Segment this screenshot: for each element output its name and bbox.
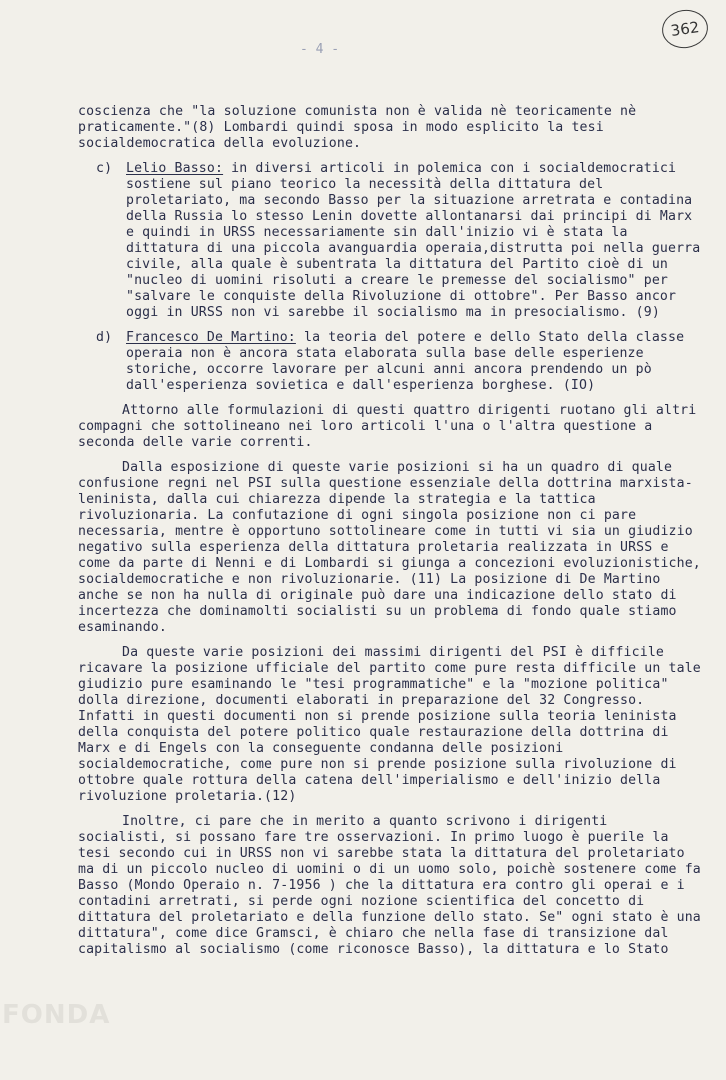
archive-stamp: 362 — [660, 7, 711, 51]
archive-watermark: FONDA — [2, 1000, 111, 1030]
item-d-text: la teoria del potere e dello Stato della classe operaia non è ancora stata elaborata sulla base delle esperienze storiche, occorre lavorare per alcuni anni ancora prendendo un pò dall'esperienza sovietica e dall'esperienza borghese. (IO) — [126, 330, 685, 393]
item-c — [78, 161, 704, 321]
item-d-label: d) — [96, 330, 113, 345]
paragraph-4: Da queste varie posizioni dei massimi dirigenti del PSI è difficile ricavare la posizione ufficiale del partito come pure resta difficile un tale giudizio pure esaminando le "tesi programmatiche" e la "mozione politica" dolla direzione, documenti elaborati in preparazione del 32 Congresso. Infatti in questi documenti non si prende posizione sulla teoria leninista della conquista del potere politico quale restaurazione della dottrina di Marx e di Engels con la conseguente condanna delle posizioni socialdemocratiche, come pure non si prende posizione sulla rivoluzione di ottobre quale rottura della catena dell'imperialismo e dell'inizio della rivoluzione proletaria.(12) — [78, 645, 701, 804]
paragraph-5: Inoltre, ci pare che in merito a quanto scrivono i dirigenti socialisti, si possano fare tre osservazioni. In primo luogo è puerile la tesi secondo cui in URSS non vi sarebbe stata la dittatura del proletariato ma di un piccolo nucleo di uomini o di un uomo solo, poichè sostenere come fa Basso (Mondo Operaio n. 7-1956 ) che la dittatura era contro gli operai e i contadini arretrati, si perde ogni nozione scientifica del concetto di dittatura del proletariato e della funzione dello stato. Se" ogni stato è una dittatura", come dice Gramsci, è chiaro che nella fase di transizione dal capitalismo al socialismo (come riconosce Basso), la dittatura e lo Stato — [78, 814, 701, 957]
item-c-text: in diversi articoli in polemica con i socialdemocratici sostiene sul piano teorico la necessità della dittatura del proletariato, ma secondo Basso per la situazione arretrata e contadina della Russia lo stesso Lenin dovette allontanarsi dai principi di Marx e quindi in URSS necessariamente sin dall'inizio vi è stata la dittatura di una piccola avanguardia operaia,distrutta poi nella guerra civile, alla quale è subentrata la dittatura del Partito cioè di un "nucleo di uomini risoluti a creare le premesse del socialismo" per "salvare le conquiste della Rivoluzione di ottobre". Per Basso ancor oggi in URSS non vi sarebbe il socialismo ma in presocialismo. (9) — [126, 161, 701, 320]
item-c-name: Lelio Basso: — [126, 161, 224, 176]
paragraph-1: coscienza che "la soluzione comunista non è valida nè teoricamente nè praticamente."(8) Lombardi quindi sposa in modo esplicito la tesi socialdemocratica della evoluzione. — [78, 104, 637, 151]
body-text — [78, 104, 704, 958]
item-c-label: c) — [96, 161, 113, 176]
paragraph-2: Attorno alle formulazioni di questi quattro dirigenti ruotano gli altri compagni che sottolineano nei loro articoli l'una o l'altra questione a seconda delle varie correnti. — [78, 403, 697, 450]
item-d — [78, 330, 704, 394]
paragraph-3: Dalla esposizione di queste varie posizioni si ha un quadro di quale confusione regni nel PSI sulla questione essenziale della dottrina marxista-leninista, dalla cui chiarezza dipende la strategia e la tattica rivoluzionaria. La confutazione di ogni singola posizione non ci pare necessaria, mentre è opportuno sottolineare come in tutti vi sia un giudizio negativo sulla esperienza della dittatura proletaria realizzata in URSS e come da parte di Nenni e di Lombardi si giunga a concezioni evoluzionistiche, socialdemocratiche e non rivoluzionarie. (11) La posizione di De Martino anche se non ha nulla di originale può dare una indicazione dello stato di incertezza che dominamolti socialisti su un problema di fondo quale stiamo esaminando. — [78, 460, 701, 635]
page-number: - 4 - — [300, 42, 340, 57]
item-d-name: Francesco De Martino: — [126, 330, 296, 345]
